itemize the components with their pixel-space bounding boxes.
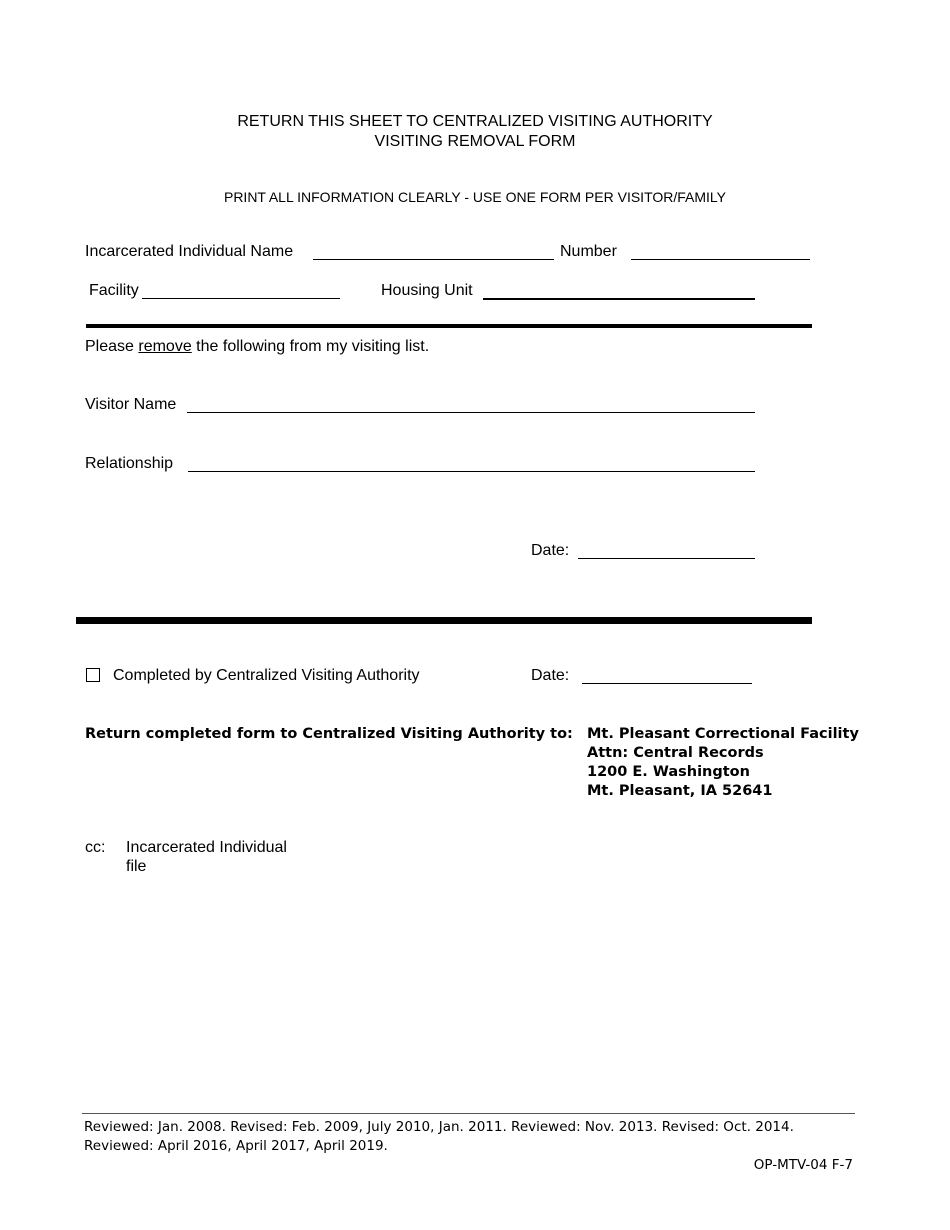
print-instruction: PRINT ALL INFORMATION CLEARLY - USE ONE FORM PER VISITOR/FAMILY	[223, 189, 727, 205]
section-divider	[86, 324, 812, 328]
footer-rule	[82, 1113, 855, 1114]
address-line: Mt. Pleasant Correctional Facility	[587, 726, 859, 742]
removal-request-text: Please remove the following from my visiting list.	[85, 338, 430, 355]
facility-label: Facility	[89, 282, 139, 299]
address-line: Attn: Central Records	[587, 745, 764, 761]
completed-checkbox[interactable]	[86, 668, 100, 682]
cc-item: file	[126, 858, 147, 875]
completed-date-label: Date:	[531, 667, 570, 684]
review-history-line1: Reviewed: Jan. 2008. Revised: Feb. 2009, July 2010, Jan. 2011. Reviewed: Nov. 2013. Revised: Oct. 2014.	[84, 1119, 794, 1135]
completed-checkbox-label: Completed by Centralized Visiting Authority	[113, 667, 420, 684]
office-use-divider	[76, 617, 812, 624]
inmate-number-field[interactable]	[631, 259, 810, 260]
relationship-field[interactable]	[188, 471, 755, 472]
completed-date-field[interactable]	[582, 683, 752, 684]
form-title: VISITING REMOVAL FORM	[374, 133, 576, 150]
inmate-number-label: Number	[560, 243, 617, 260]
form-authority-title: RETURN THIS SHEET TO CENTRALIZED VISITING AUTHORITY	[237, 113, 713, 130]
return-instruction: Return completed form to Centralized Visiting Authority to:	[85, 726, 573, 742]
review-history-line2: Reviewed: April 2016, April 2017, April 2019.	[84, 1138, 388, 1154]
cc-item: Incarcerated Individual	[126, 839, 287, 856]
relationship-label: Relationship	[85, 455, 174, 472]
request-date-label: Date:	[531, 542, 570, 559]
housing-unit-label: Housing Unit	[381, 282, 473, 299]
form-code: OP-MTV-04 F-7	[753, 1157, 853, 1173]
address-line: 1200 E. Washington	[587, 764, 750, 780]
housing-unit-field[interactable]	[483, 298, 755, 300]
inmate-name-field[interactable]	[313, 259, 554, 260]
facility-field[interactable]	[142, 298, 340, 299]
address-line: Mt. Pleasant, IA 52641	[587, 783, 773, 799]
return-address	[587, 725, 859, 801]
cc-label: cc:	[85, 839, 106, 856]
visitor-name-label: Visitor Name	[85, 396, 177, 413]
visitor-name-field[interactable]	[187, 412, 755, 413]
request-date-field[interactable]	[578, 558, 755, 559]
remove-emphasis: remove	[138, 338, 192, 355]
inmate-name-label: Incarcerated Individual Name	[85, 243, 294, 260]
